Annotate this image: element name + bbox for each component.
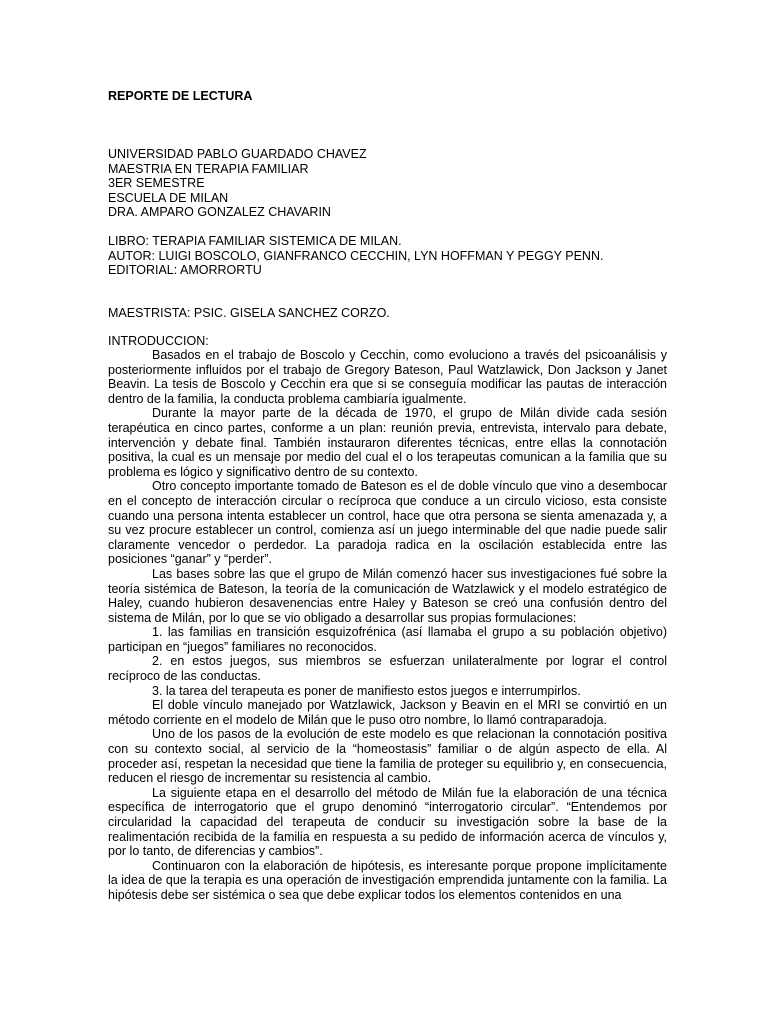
document-title: REPORTE DE LECTURA: [108, 89, 253, 103]
teacher-line: DRA. AMPARO GONZALEZ CHAVARIN: [108, 205, 331, 219]
publisher-line: EDITORIAL: AMORRORTU: [108, 263, 262, 277]
semester-line: 3ER SEMESTRE: [108, 176, 205, 190]
list-item: 1. las familias en transición esquizofrénica (así llamaba el grupo a su población objetivo) participan en “juegos” familiares no reconocidos.: [108, 625, 667, 654]
paragraph: Las bases sobre las que el grupo de Milán comenzó hacer sus investigaciones fué sobre la teoría sistémica de Bateson, la teoría de la comunicación de Watzlawick y el modelo estratégico de Haley, cuando hubieron desavenencias entre Haley y Bateson se creó una confusión dentro del sistema de Milán, por lo que se vio obligado a desarrollar sus propias formulaciones:: [108, 566, 667, 625]
paragraph: Otro concepto importante tomado de Bateson es el de doble vínculo que vino a desembocar en el concepto de interacción circular o recíproca que conduce a un circulo vicioso, esta consiste cuando una persona intenta establecer un control, hace que otra persona se sienta amenazada y, a su vez procure establecer un control, comienza así un juego interminable del que nadie puede salir claramente vencedor o perdedor. La paradoja radica en la oscilación establecida entre las posiciones “ganar” y “perder”.: [108, 479, 667, 567]
paragraph: Continuaron con la elaboración de hipótesis, es interesante porque propone implícitamente la idea de que la terapia es una operación de investigación emprendida juntamente con la familia. La hipótesis debe ser sistémica o sea que debe explicar todos los elementos contenidos en una: [108, 858, 667, 902]
author-line: AUTOR: LUIGI BOSCOLO, GIANFRANCO CECCHIN, LYN HOFFMAN Y PEGGY PENN.: [108, 248, 604, 263]
list-item: 3. la tarea del terapeuta es poner de manifiesto estos juegos e interrumpirlos.: [152, 683, 581, 698]
paragraph: Durante la mayor parte de la década de 1970, el grupo de Milán divide cada sesión terapéutica en cinco partes, conforme a un plan: reunión previa, entrevista, intervalo para debate, intervención y debate final. También instauraron diferentes técnicas, entre ellas la connotación positiva, la cual es un mensaje por medio del cual el o los terapeutas comunican a la familia que su problema es lógico y significativo dentro de su contexto.: [108, 406, 667, 479]
program-line: MAESTRIA EN TERAPIA FAMILIAR: [108, 161, 309, 176]
body-text: [108, 348, 667, 903]
section-heading: INTRODUCCION:: [108, 334, 209, 348]
school-line: ESCUELA DE MILAN: [108, 190, 229, 205]
book-line: LIBRO: TERAPIA FAMILIAR SISTEMICA DE MILAN.: [108, 234, 402, 248]
paragraph: El doble vínculo manejado por Watzlawick, Jackson y Beavin en el MRI se convirtió en un método corriente en el modelo de Milán que le puso otro nombre, lo llamó contraparadoja.: [108, 698, 667, 727]
list-item: 2. en estos juegos, sus miembros se esfuerzan unilateralmente por lograr el control recíproco de las conductas.: [108, 654, 667, 684]
university-line: UNIVERSIDAD PABLO GUARDADO CHAVEZ: [108, 147, 367, 161]
paragraph: Basados en el trabajo de Boscolo y Cecchin, como evoluciono a través del psicoanálisis y posteriormente influidos por el trabajo de Gregory Bateson, Paul Watzlawick, Don Jackson y Janet Beavin. La tesis de Boscolo y Cecchin era que si se conseguía modificar las pautas de interacción dentro de la familia, la conducta problema cambiaría igualmente.: [108, 348, 667, 406]
student-line: MAESTRISTA: PSIC. GISELA SANCHEZ CORZO.: [108, 306, 390, 320]
paragraph: La siguiente etapa en el desarrollo del método de Milán fue la elaboración de una técnica específica de interrogatorio que el grupo denominó “interrogatorio circular”. “Entendemos por circularidad la capacidad del terapeuta de conducir su investigación sobre la base de la realimentación recibida de la familia en respuesta a su pedido de información acerca de vínculos y, por lo tanto, de diferencias y cambios”.: [108, 785, 667, 859]
paragraph: Uno de los pasos de la evolución de este modelo es que relacionan la connotación positiva con su contexto social, al servicio de la “homeostasis” familiar o de algún aspecto de ella. Al proceder así, respetan la necesidad que tiene la familia de proteger su equilibrio y, en consecuencia, reducen el riesgo de incrementar su resistencia al cambio.: [108, 727, 667, 786]
